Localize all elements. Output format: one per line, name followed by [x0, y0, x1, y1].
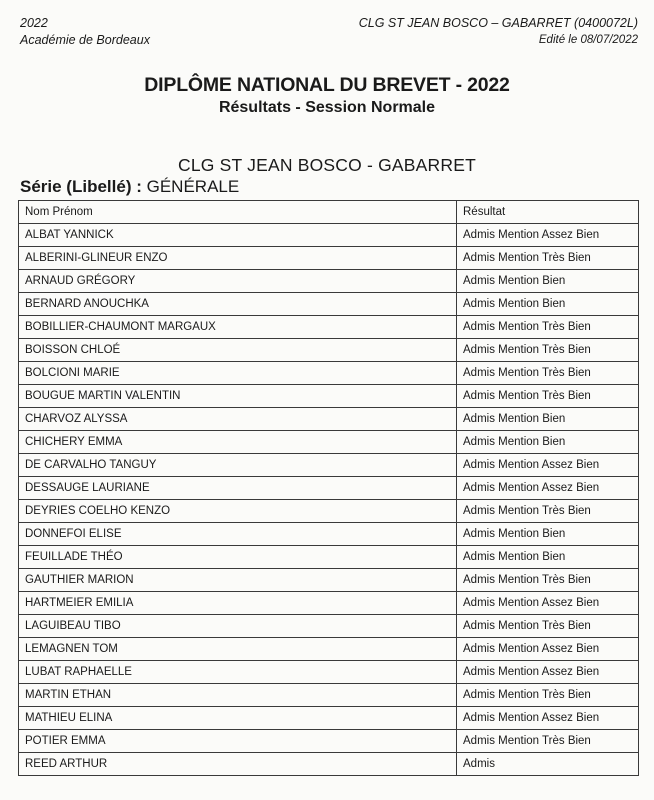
results-table [18, 200, 639, 776]
result-cell: Admis Mention Bien [457, 408, 639, 431]
table-row [19, 477, 639, 500]
table-row [19, 339, 639, 362]
student-name-cell: BOISSON CHLOÉ [19, 339, 457, 362]
table-row [19, 569, 639, 592]
serie-value: GÉNÉRALE [146, 177, 240, 196]
header-right [359, 15, 638, 49]
table-row [19, 224, 639, 247]
table-header-row [19, 201, 639, 224]
serie-label: Série (Libellé) : [20, 177, 142, 196]
student-name-cell: ALBAT YANNICK [19, 224, 457, 247]
student-name-cell: DONNEFOI ELISE [19, 523, 457, 546]
student-name-cell: ARNAUD GRÉGORY [19, 270, 457, 293]
result-cell: Admis Mention Assez Bien [457, 638, 639, 661]
serie-line [20, 177, 239, 197]
result-cell: Admis Mention Assez Bien [457, 592, 639, 615]
table-row [19, 684, 639, 707]
table-row [19, 546, 639, 569]
table-row [19, 592, 639, 615]
document-title: DIPLÔME NATIONAL DU BREVET - 2022 [144, 74, 510, 96]
student-name-cell: ALBERINI-GLINEUR ENZO [19, 247, 457, 270]
result-cell: Admis Mention Très Bien [457, 569, 639, 592]
result-cell: Admis Mention Bien [457, 293, 639, 316]
table-row [19, 431, 639, 454]
student-name-cell: CHARVOZ ALYSSA [19, 408, 457, 431]
result-cell: Admis Mention Très Bien [457, 615, 639, 638]
student-name-cell: BERNARD ANOUCHKA [19, 293, 457, 316]
table-row [19, 293, 639, 316]
student-name-cell: MATHIEU ELINA [19, 707, 457, 730]
student-name-cell: LAGUIBEAU TIBO [19, 615, 457, 638]
table-body [19, 224, 639, 776]
table-row [19, 523, 639, 546]
result-cell: Admis Mention Très Bien [457, 362, 639, 385]
result-cell: Admis Mention Bien [457, 523, 639, 546]
column-header-result: Résultat [457, 201, 639, 224]
result-cell: Admis Mention Assez Bien [457, 661, 639, 684]
table-row [19, 454, 639, 477]
header-academy: Académie de Bordeaux [20, 33, 150, 47]
result-cell: Admis Mention Assez Bien [457, 454, 639, 477]
student-name-cell: GAUTHIER MARION [19, 569, 457, 592]
student-name-cell: MARTIN ETHAN [19, 684, 457, 707]
header-left [20, 15, 150, 49]
header-school-code: CLG ST JEAN BOSCO – GABARRET (0400072L) [358, 16, 638, 30]
student-name-cell: BOUGUE MARTIN VALENTIN [19, 385, 457, 408]
student-name-cell: DE CARVALHO TANGUY [19, 454, 457, 477]
table-row [19, 362, 639, 385]
table-row [19, 500, 639, 523]
column-header-name: Nom Prénom [19, 201, 457, 224]
student-name-cell: HARTMEIER EMILIA [19, 592, 457, 615]
student-name-cell: LUBAT RAPHAELLE [19, 661, 457, 684]
student-name-cell: BOBILLIER-CHAUMONT MARGAUX [19, 316, 457, 339]
student-name-cell: REED ARTHUR [19, 753, 457, 776]
result-cell: Admis Mention Assez Bien [457, 477, 639, 500]
student-name-cell: POTIER EMMA [19, 730, 457, 753]
result-cell: Admis Mention Très Bien [457, 684, 639, 707]
table-row [19, 730, 639, 753]
result-cell: Admis Mention Bien [457, 546, 639, 569]
student-name-cell: DESSAUGE LAURIANE [19, 477, 457, 500]
student-name-cell: CHICHERY EMMA [19, 431, 457, 454]
school-name: CLG ST JEAN BOSCO - GABARRET [178, 155, 476, 175]
result-cell: Admis Mention Assez Bien [457, 224, 639, 247]
result-cell: Admis Mention Très Bien [457, 339, 639, 362]
table-row [19, 615, 639, 638]
table-row [19, 638, 639, 661]
result-cell: Admis Mention Assez Bien [457, 707, 639, 730]
table-row [19, 661, 639, 684]
table-row [19, 408, 639, 431]
student-name-cell: BOLCIONI MARIE [19, 362, 457, 385]
result-cell: Admis Mention Très Bien [457, 385, 639, 408]
result-cell: Admis Mention Très Bien [457, 316, 639, 339]
table-row [19, 385, 639, 408]
result-cell: Admis [457, 753, 639, 776]
table-row [19, 707, 639, 730]
header-edit-date: Edité le 08/07/2022 [538, 34, 638, 46]
header-year: 2022 [20, 16, 48, 30]
table-row [19, 753, 639, 776]
result-cell: Admis Mention Très Bien [457, 247, 639, 270]
student-name-cell: DEYRIES COELHO KENZO [19, 500, 457, 523]
table-row [19, 316, 639, 339]
table-row [19, 247, 639, 270]
result-cell: Admis Mention Très Bien [457, 500, 639, 523]
student-name-cell: FEUILLADE THÉO [19, 546, 457, 569]
result-cell: Admis Mention Bien [457, 270, 639, 293]
table-row [19, 270, 639, 293]
result-cell: Admis Mention Bien [457, 431, 639, 454]
result-cell: Admis Mention Très Bien [457, 730, 639, 753]
student-name-cell: LEMAGNEN TOM [19, 638, 457, 661]
document-subtitle: Résultats - Session Normale [218, 99, 436, 116]
